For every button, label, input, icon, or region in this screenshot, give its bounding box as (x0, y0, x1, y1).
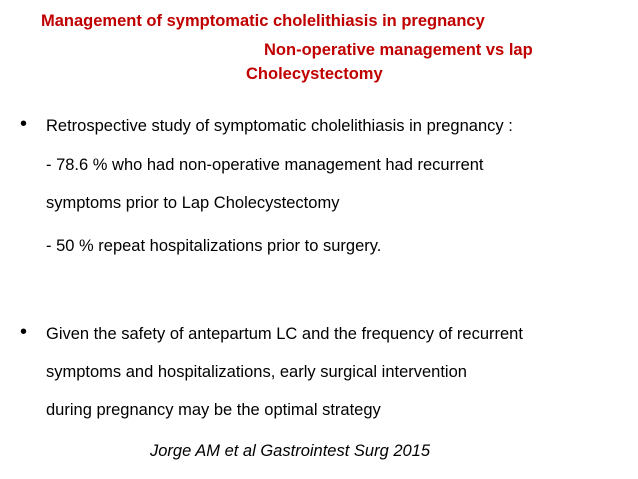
bullet-1-sub-1-line-2: symptoms prior to Lap Cholecystectomy (46, 194, 340, 212)
bullet-1-text: Retrospective study of symptomatic cholelithiasis in pregnancy : (46, 117, 513, 135)
bullet-1-sub-2: - 50 % repeat hospitalizations prior to surgery. (46, 237, 382, 255)
slide-title-line-1: Management of symptomatic cholelithiasis in pregnancy (41, 12, 485, 30)
bullet-2-line-2: symptoms and hospitalizations, early surgical intervention (46, 363, 467, 381)
bullet-2-line-1: Given the safety of antepartum LC and the frequency of recurrent (46, 325, 523, 343)
citation: Jorge AM et al Gastrointest Surg 2015 (150, 442, 431, 460)
bullet-1-sub-1-line-1: - 78.6 % who had non-operative management had recurrent (46, 156, 484, 174)
slide-title-line-3: Cholecystectomy (246, 65, 383, 83)
bullet-dot-2: • (20, 321, 28, 343)
slide-title-line-2: Non-operative management vs lap (264, 41, 533, 59)
bullet-dot-1: • (20, 113, 28, 135)
bullet-2-line-3: during pregnancy may be the optimal strategy (46, 401, 381, 419)
